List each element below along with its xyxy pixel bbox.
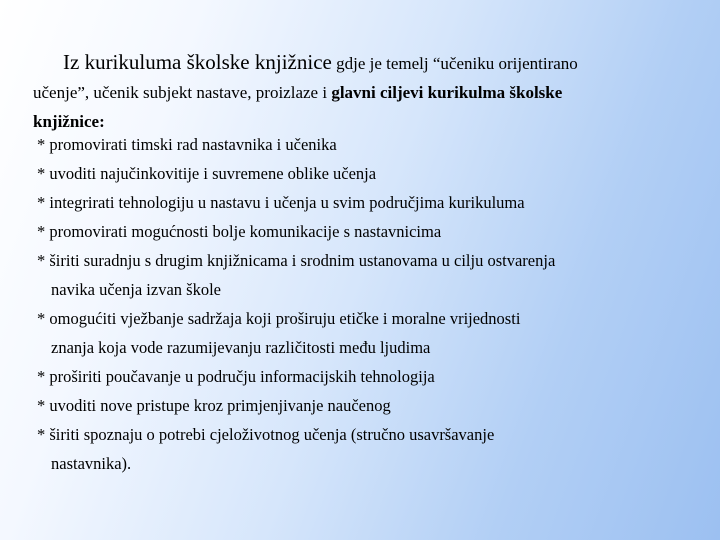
- goal-item: [37, 246, 687, 304]
- goal-text: * promovirati mogućnosti bolje komunikacije s nastavnicima: [37, 222, 442, 241]
- intro-lead-big: Iz kurikuluma školske knjižnice: [63, 50, 332, 74]
- goals-list: [37, 130, 687, 478]
- goal-text-continuation: znanja koja vode razumijevanju različitosti među ljudima: [51, 338, 431, 357]
- goal-text: * omogućiti vježbanje sadržaja koji proširuju etičke i moralne vrijednosti: [37, 309, 521, 328]
- intro-heading-bold: glavni ciljevi kurikulma školske: [331, 83, 563, 102]
- goal-text: * širiti suradnju s drugim knjižnicama i srodnim ustanovama u cilju ostvarenja: [37, 251, 556, 270]
- intro-lead-small: gdje je temelj “učeniku orijentirano: [331, 54, 578, 73]
- intro-line-2: [33, 78, 683, 107]
- goal-item: [37, 159, 687, 188]
- goal-text: * uvoditi najučinkovitije i suvremene oblike učenja: [37, 164, 377, 183]
- goal-item: [37, 188, 687, 217]
- goal-text: * proširiti poučavanje u području informacijskih tehnologija: [37, 367, 435, 386]
- goal-text-continuation: nastavnika).: [51, 454, 132, 473]
- goal-text: * promovirati timski rad nastavnika i učenika: [37, 135, 337, 154]
- intro-paragraph: [33, 48, 683, 136]
- goal-text: * širiti spoznaju o potrebi cjeloživotnog učenja (stručno usavršavanje: [37, 425, 495, 444]
- goal-item: [37, 130, 687, 159]
- goal-item: [37, 217, 687, 246]
- goal-text: * uvoditi nove pristupe kroz primjenjivanje naučenog: [37, 396, 391, 415]
- goal-text: * integrirati tehnologiju u nastavu i učenja u svim područjima kurikuluma: [37, 193, 525, 212]
- goal-item: [37, 420, 687, 478]
- goal-item: [37, 391, 687, 420]
- intro-heading-bold-end: knjižnice:: [33, 112, 105, 131]
- intro-line-2-text: učenje”, učenik subjekt nastave, proizlaze i: [33, 83, 332, 102]
- intro-line-1: [33, 48, 683, 78]
- goal-text-continuation: navika učenja izvan škole: [51, 280, 221, 299]
- goal-item: [37, 362, 687, 391]
- goal-item: [37, 304, 687, 362]
